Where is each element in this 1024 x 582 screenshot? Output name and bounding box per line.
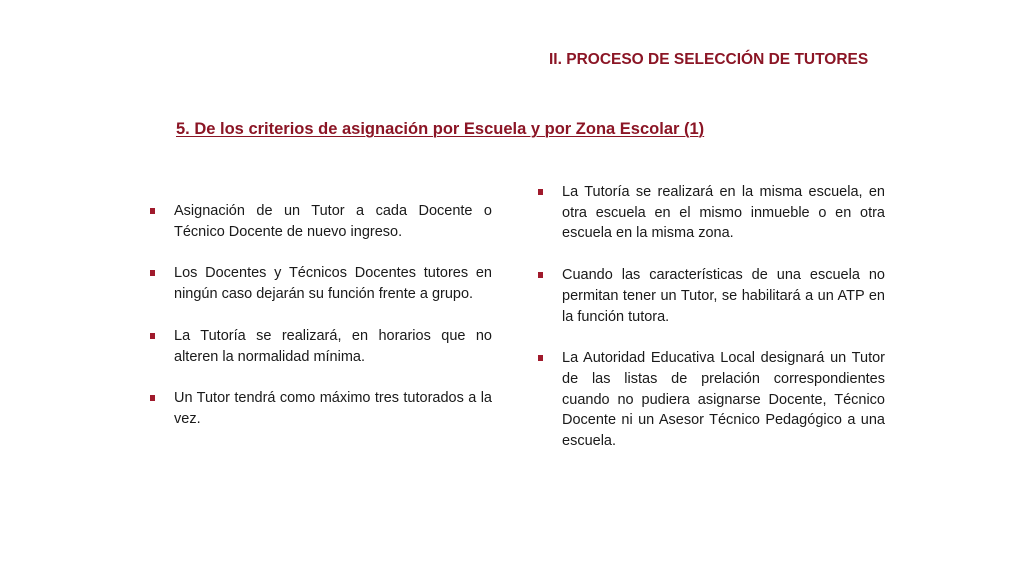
list-item-text: Los Docentes y Técnicos Docentes tutores en ningún caso dejarán su función frente a grupo.	[174, 265, 492, 303]
square-bullet-icon	[150, 208, 155, 214]
square-bullet-icon	[538, 189, 543, 195]
list-item-text: La Tutoría se realizará en la misma escuela, en otra escuela en el mismo inmueble o en otra escuela en la misma zona.	[562, 184, 885, 242]
square-bullet-icon	[150, 333, 155, 339]
list-item	[150, 388, 492, 429]
list-item	[538, 348, 885, 452]
list-item-text: Un Tutor tendrá como máximo tres tutorados a la vez.	[174, 390, 492, 427]
square-bullet-icon	[150, 395, 155, 401]
square-bullet-icon	[538, 355, 543, 361]
list-item	[150, 201, 492, 242]
left-bullet-list	[150, 201, 492, 451]
list-item-text: Cuando las características de una escuela no permitan tener un Tutor, se habilitará a un ATP en la función tutora.	[562, 267, 885, 325]
slide-subtitle: 5. De los criterios de asignación por Escuela y por Zona Escolar (1)	[176, 120, 705, 138]
list-item	[538, 182, 885, 244]
square-bullet-icon	[538, 272, 543, 278]
square-bullet-icon	[150, 270, 155, 276]
list-item	[150, 263, 492, 304]
list-item	[538, 265, 885, 327]
list-item-text: La Tutoría se realizará, en horarios que no alteren la normalidad mínima.	[174, 327, 492, 365]
section-title: II. PROCESO DE SELECCIÓN DE TUTORES	[549, 51, 869, 68]
list-item-text: La Autoridad Educativa Local designará un Tutor de las listas de prelación correspondientes cuando no pudiera asignarse Docente, Técnico Docente ni un Asesor Técnico Pedagógico a una escuela.	[562, 350, 885, 450]
right-bullet-list	[538, 182, 885, 473]
list-item	[150, 326, 492, 367]
list-item-text: Asignación de un Tutor a cada Docente o Técnico Docente de nuevo ingreso.	[174, 203, 492, 240]
